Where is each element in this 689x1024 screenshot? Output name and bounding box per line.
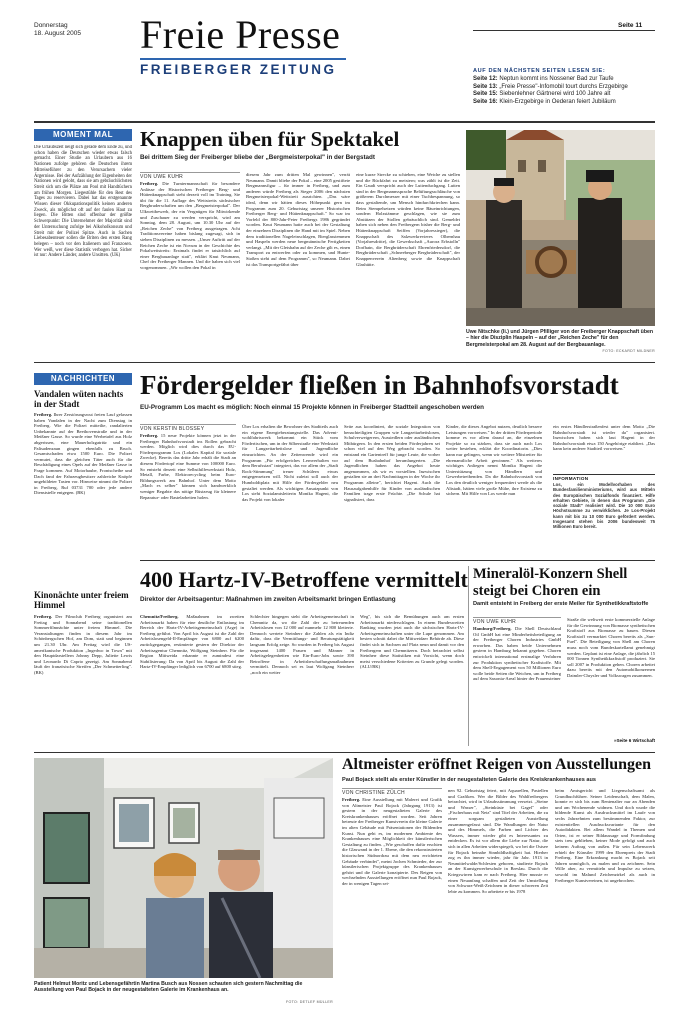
- shell-title: Mineralöl-Konzern Shell steigt bei Choren ein: [473, 566, 628, 599]
- preview-item-page: Seite 16:: [473, 98, 498, 105]
- second-title: Fördergelder fließen in Bahnhofsvorstadt: [140, 370, 619, 400]
- preview-item-text: Neptun kommt ins Nossener Bad zur Taufe: [499, 76, 614, 82]
- shell-subtitle: Damit entsteht in Freiberg der erste Meiler für Synthetikkraftstoffe: [473, 601, 649, 607]
- preview-item-text: „Freie Presse"-Infomobil tourt durchs Erzgebirge: [499, 83, 628, 90]
- page-number: Seite 11: [618, 22, 643, 29]
- ausstellung-col-2: nen 92. Geburtstag feiert, mit Aquarellen, Pastellen und Grafiken. Wer die Bilder des Wahlfreibergers betrachtet, wird in Urlaubsstimmung versetzt. „Steine und Wasser", „Steinküste bei Gagel" oder „Fischerhaus mit Netz" sind Titel der Arbeiten, die zu einer sorgsam gestalteten Ausstellung zusammengefasst sind. Die Wandlungen der Natur und des Himmels, die Farben und Lichter des Wassers, immer wieder gibt es Interessantes zu entdecken. Es ist vor allem die Liebe zur Natur, die sich in allen Arbeiten widerspiegelt, wo bei die Ostsee für Bojack beinahe Sinnbildhaftigkeit hat. Hierher zog es ihn immer wieder, jahr für Jahr. 1913 in Neumittelwalde/Schlesien geboren, studierte Bojack an der Kunstgewerbeschule in Breslau. Durch die Kriegswirren kam er nach Freiberg. Hier musste er einen Neuanfang schaffen und Zeit der Umstellung von Schwarz-Weiß-Zeichnen in dieser schweren Zeit lebte zu kommen. So arbeitete er bis 1978: [448, 788, 548, 894]
- section-rule-3: [34, 752, 655, 753]
- photo-gallery-image: [34, 758, 333, 978]
- lead-col-1: [140, 181, 240, 353]
- second-col-5: ein erstes Händlerstraßenfest unter dem Motto „Die Bahnhofsvorstadt ist wieder da" organisiert. Inzwischen haben sich laut Hageni in der Bahnhofsvorstadt etwa 150 Angehörige etabliert. „Das kann kein anderer Stadtteil vorweisen.": [553, 424, 655, 452]
- hartz-title: 400 Hartz-IV-Betroffene vermittelt: [140, 567, 468, 592]
- hartz-dateline: Chemnitz/Freiberg.: [140, 614, 179, 619]
- ausstellung-dateline: Freiberg.: [342, 797, 361, 802]
- preview-box: [473, 68, 655, 106]
- hartz-subtitle: Direktor der Arbeitsagentur: Maßnahmen im zweiten Arbeitsmarkt bringen Entlastung: [140, 596, 396, 603]
- preview-item[interactable]: [473, 76, 655, 84]
- header-date: [34, 22, 81, 38]
- preview-item-page: Seite 13:: [473, 83, 498, 90]
- hartz-col-2: Schlechter hingegen steht die Arbeitsgemeinschaft in Chemnitz da, wo die Zahl der zu betreuenden Arbeitslosen von 12 000 auf nunmehr 12 800 kletterte. Dennoch wertete Steinherr die Zahlen als ein Indiz dafür, dass die Vermittlungs- und Beratungstätigkeit langsam Erfolg zeige. So wurden in Freiberg bis August insgesamt 1400 Frauen und Männer in Arbeitsgelegenheiten wie Ein-Euro-Jobs sowie 390 Betroffene in Arbeitsbeschaffungsmaßnahmen vermittelt. Dennoch sei es laut Wolfgang Steinherr „noch ein weiter: [250, 614, 354, 675]
- lead-byline: VON UWE KUHR: [140, 172, 240, 180]
- ausstellung-title: Altmeister eröffnet Reigen von Ausstellungen: [342, 756, 651, 773]
- preview-item[interactable]: [473, 99, 655, 107]
- shell-divider: [468, 566, 469, 746]
- lead-credit: FOTO: ECKARDT MILDNER: [602, 349, 655, 353]
- ausstellung-byline: VON CHRISTINE ZÜLCH: [342, 788, 442, 796]
- preview-item-text: Siebenlehner Gärtnerei wird 100 Jahre alt: [499, 91, 611, 98]
- gallery-caption: Patient Helmut Moritz und Lebensgefährtin Martina Busch aus Nossen schauten sich gestern Nachmittag die Ausstellung von Paul Bojack in der neugestalteten Galerie im Krankenhaus an.: [34, 981, 303, 994]
- moment-mal-label: MOMENT MAL: [34, 129, 132, 141]
- second-dateline: Freiberg.: [140, 433, 159, 438]
- preview-item-page: Seite 15:: [473, 91, 498, 98]
- masthead: Freie Presse: [140, 12, 341, 57]
- preview-item[interactable]: [473, 91, 655, 99]
- second-info-text: Los, ein Modellvorhaben des Bundesfamilienministeriums, wird aus Mitteln des Europäischen Sozialfonds finanziert. Hilfe erhalten Gebiete, in denen das Programm „Die soziale Stadt" realisiert wird. Die 10 000 Euro Höchstsumme zu verwirklichen. Je Los-Projekt kann mit bis zu 10 000 Euro gefördert werden. Insgesamt stehen bis 2006 bundesweit 75 Millionen Euro bereit.: [553, 482, 655, 530]
- header-day: Donnerstag: [34, 22, 68, 29]
- news-1-body: Ihrer Zerstörungswut freien Lauf gelassen haben Vandalen in der Nacht zum Dienstag in Freiberg. Wie die Polizei mitteilte, randalierten Unbekannte auf der Beethovenstraße und in der Meißner Gasse. So wurde eine Werbetafel aus Holz abgerissen, eine Mauerholzgatrtür und ein Palisadenzaun gingen ebenfalls zu Bruch. Gesamtschaden etwa 1500 Euro. Die Polizei vermutet, dass die gleichen Täter auch für die Beschädigung eines Opels auf der Meißner Gasse in Frage kommen. Auf Motorhaube, Frontscheibe und Dach fand der Fahrzeugbesitzer zahlreiche Knöpfe ungebildeter Tasten vor. Hinweise nimmt die Polizei in Freiberg, Ruf 03731 700 oder jede andere Dienststelle entgegen. (BK): [34, 412, 132, 496]
- news-1-dateline: Freiberg.: [34, 412, 53, 417]
- lead-title: Knappen üben für Spektakel: [140, 127, 400, 151]
- header-date-value: 18. August 2005: [34, 30, 81, 37]
- news-2-text: [34, 614, 132, 744]
- hartz-col-1: [140, 614, 244, 744]
- news-1-title: Vandalen wüten nachts in der Stadt: [34, 389, 124, 409]
- shell-byline: VON UWE KUHR: [473, 617, 561, 625]
- hartz-col-3: Weg", bis sich die Bemühungen auch am ersten Arbeitsmarkt niederschlagen. In einem Bundesweiten Ranking wurden jetzt auch die sächsischen Hartz-IV-Arbeitsgemeinschaften unter die Lupe genommen. Am besten schnitt dabei die Mittweidaer Behörde ab. Diese findet sich in Sachsen auf Platz neun und damit vor den Freibergern und Chemnitzern. Doch betrachtet selbst Steinherr diese Statistiken mit Vorsicht, wenn doch meist verschiedene Kriterien zu Grunde gelegt worden. (ALU/BK): [360, 614, 464, 670]
- lead-subtitle: Bei drittem Sieg der Freiberger bliebe der „Bergmeisterpokal" in der Bergstadt: [140, 154, 375, 161]
- shell-dateline: Hamburg/Freiberg.: [473, 626, 512, 631]
- preview-list: [473, 76, 655, 106]
- section-rule-1: [34, 362, 655, 363]
- gallery-credit: FOTO: DETLEF MÜLLER: [286, 1000, 333, 1004]
- ausstellung-col-1-text: Eine Ausstellung mit Malerei und Grafik von Altmeister Paul Bojack (Jahrgang 1913) ist gestern in der neugestalteten Galerie des Kreiskrankenhauses eröffnet worden. Seit Jahren betreute der Freiberger Kunstverein die kleine Galerie im alten Gebäude mit Präsentationen der Bildenden Kunst. Nun geht es, im modernen Ambiente des Krankenhauses eine Möglichkeit der künstlerischen Gestaltung zu finden. „Wie geschaffen dafür erschien die Glaswand in der 1. Ebene, die den rekonstruierten historischen Südnordrau mit dem neu errichteten Gebäude verbindet", meint Jochen Schmieder, der zur künstlerischen Projektgruppe des Krankenhauses gehört und die Galerie konzipierte. Des Reigen von wechselnden Ausstellungen eröffnet nun Paul Bojack, der in wenigen Tagen sei-: [342, 797, 442, 886]
- header-bottom-rule: [34, 121, 655, 123]
- masthead-subtitle: FREIBERGER ZEITUNG: [140, 62, 337, 77]
- shell-more-link[interactable]: »Seite 6 Wirtschaft: [613, 738, 655, 743]
- lead-caption: Uwe Nitschke (li.) und Jürgen Pfilliger von der Freiberger Knappschaft üben – hier die Disziplin Haspeln – auf der „Reichen Zeche" für den Bergmeisterpokal am 28. August auf der Bergbauanlage.: [466, 329, 654, 348]
- lead-col-3: eine kurze Strecke zu schieben, eine Weiche zu stellen und die Rückfahrt zu meistern; was zählt ist die Zeit. Ein Gaudi verspricht auch der Luttenduchgang. Lutten sind in der Bergmannssprache Belüftungsschläuche von größerem Durchmesser mit einer Tuchbespannung, so dass gestaltende, um Mensch hindurchkriechen kann. Beim Stempelsetzen würden keine Bäueinrichtungen, sondern Holzstämme geschlagen, wie sie zum Abstützen der Stollen gebräuchlich sind. Gemeldet haben sich neben den Freibergern bisher die Berg- und Hüttenknappschaft Seiffen (Vorjahressieger), die Knappschaft des Salzwerkrevieres Olbernhau (Vorjahresdritte), die Gewerkschaft „Aurora Erbstolln" Dorfhain, die Bergbrüderschaft Ehrenfriedersdorf, die Bergbrüderschaft „Schneeberger Bergbrüderschaft", der Knappenverein Altenberg sowie die Knappschaft Glashütte.: [356, 172, 460, 267]
- moment-mal-text: Die Urlaubszeit neigt sich gerade dem Ende zu, und schon haben die Deutschen wieder etwas falsch gemacht. Einer Studie an Urlaubern aus 16 Nationen zufolge gehören die Deutschen ihrem Mitreiseführer zu den Verursachern vieler Ärgernisse. Bei der Aufzählung der Eigenheiten der Nationen wird gelobt, dass sie am gebräuchlichsten Streit sich um die Plätze am Pool mit Handtüchern am frühen Morgen. Liegestühle für den Rest des Tages zu reservieren. Dabei hat das erstgenannte Wissen dieser Okkupationspolitik keinen anderen Zweck, als möglichst oft auf der faulen Haut zu liegen. Die Bitten sind offenbar der größte Schwerpunkt: Die Unternehmer der Majorität sind der Untersuchung zufolge bei Alkoholkonsum und Streit mit der Polizei Spitze. Auch in Sachen Liebesabenteuer sollen die Briten den ersten Rang belegen – noch vor den Italienern und Franzosen. Wer weiß, wer diese Statistik verbogen hat. Sicher ist nur: Andere Länder, andere Unsitten. (UK): [34, 145, 132, 259]
- second-col-4: Kinder, die dieses Angebot nutzen, deutlich bessere Leistungen vorweisen." In der dritten Förderperiode komme es vor allem darauf an, die einzelnen Projekte so zu stärken, dass sie auch nach Los weiter bestehen, erklärt die Koordinatorin. „Dies kann nur gelingen, wenn wir weitere Mitstreiter für ehrenamtliche Arbeit gewinnen." Als weiteres wichtiges Anliegen nennt Monika Hageni die Unterstützung von Händlern und Gewerbetreibenden. Da die Bahnhofsvorstadt von Los den deutlich weniger frequentiert werde als die Altstadt, hätten viele große Mühe, ihre Existenz zu sichern. Mit Hilfe von Los werde nun: [446, 424, 542, 497]
- second-col-2: Über Los erhalten die Bewohner des Stadtteils auch ein eigene Energieberatungsstelle. Das Advent-wohlfahrtswerk bekommt ein Stück vom Fördertischen, um in der Silberstraße eine Werkstatt für Langzeitarbeitslose und Jugendliche einzurichten. An der Zeitenwende wird ein Programm „Für erfolgreiches Lernverhalten vor dem Berufsstart" integriert, das vor allem der „Stadt Rock-Stimmung" treuer Schülern etwas entgegensetzen will. Nicht zuletzt soll auch der Humboldtplatz mit Hilfe der Fördergelder neu gestaltet werden. Als wichtigen Ansatzpunkt von Los sieht Sozialamtsleiterin Monika Hageni, die das Projekt von lokaler: [242, 424, 338, 502]
- nachrichten-label: NACHRICHTEN: [34, 373, 132, 385]
- news-2-body: Der Filmclub Freiberg organisiert am Freitag und Sonnabend seine traditionellen Sommerfilmnächte unter freiem Himmel. Die Veranstaltungen finden in diesem Jahr im Schönbergschen Hof, am Dom, statt und beginnen um 21.30 Uhr. Am Freitag wird die US-amerikanische Produktion „Ingedwo in Town" mit den Hauptdarstellern Johnny Depp, Juliette Lewis und Leonardo Di Caprio gezeigt. Am Sonnabend läuft der französische Streifen „Der Schmetterling". (BK): [34, 614, 132, 675]
- second-col-3: Seite aus koordiniert, die soziale Integration von benachteiligten Gruppen wie Langzeitarbeitslosen, Schulverweigerern, Aussiedlern oder ausländischen Mitbürgern. In den ersten beiden Förderjahren sei schon viel auf den Weg gebracht worden. So entstand ein Gartentreff für junge Leute, die vorher auf dem Busbahnhof herumlungerten. „Die Jugendlichen haben das Angebot heute angenommen, als wir es vorstellten. Inzwischen gestalten sie an drei Nachmittagen in der Woche ihr Programm alleine", berichtet Hageni. Auch die Hausaufgabenhilfe für Kinder von ausländischen Familien trage erste Früchte. „Die Schule hat signalisiert, dass: [344, 424, 440, 502]
- preview-title: AUF DEN NÄCHSTEN SEITEN LESEN SIE:: [473, 68, 606, 74]
- section-rule-2: [140, 560, 655, 561]
- ausstellung-subtitle: Paul Bojack stellt als erster Künstler in der neugestalteten Galerie des Kreiskrankenhauses aus: [342, 777, 596, 783]
- second-col-1-text: 15 neue Projekte können jetzt in der Freiberger Bahnhofsvorstadt ins Rollen gebracht werden. Möglich wird dies durch das EU-Förderprogramm Los (Lokales Kapital für soziale Zwecke). Bereits das dritte Jahr erhält die Stadt an diesem Fördertopf eine Summe von 100000 Euro. So entsteht derzeit eine Selbsthilfewerkstatt Holz, Metall, Farbe, Elektrorecycling beim Euro-Bildungswerk am Bahnhof. Unter dem Motto „Mach es selber" können sich handwerklich weniger Begabte das nötige Rüstzeug für kleinere Reparatur- oder Bastelarbeiten holen.: [140, 433, 236, 500]
- second-byline: VON KERSTIN BLOSSEY: [140, 424, 236, 432]
- preview-item[interactable]: [473, 84, 655, 92]
- news-1-text: [34, 412, 132, 582]
- shell-col-2: Straße die weltweit erste kommerzielle Anlage für die Gewinnung von Biomasse synthetischen Kraftstoff aus Biomasse zu bauen. Diesen Kraftstoff vermarktet Choren bereits als „Sun-Fuel". Die Beteiligung von Shell am Choren muss noch vom Bundeskartellamt genehmigt werden. Geplant ist eine Anlage, die jährlich 15 000 Tonnen Synthetikkraftstoff produziert. Sie soll 2007 in Produktion gehen. Choren arbeitet dazu bereits mit den Automobilkonzernen Daimler-Chrysler und Volkswagen zusammen.: [567, 617, 655, 678]
- second-col-1: [140, 433, 236, 555]
- shell-col-1-text: Die Shell Deutschland Oil GmbH hat eine Minderheitsbeteiligung an der Freiberger Choren Industries GmbH erworben. Das haben beide Unternehmen gestern in Hamburg bekannt gegeben. Choren entwickelt international erstmalige Verfahren zur Produktion synthetischer Kraftstoffe. Mit dem Shell-Engagement von 50 Millionen Euro wolle beide Seiten die Weichen, um in Freiberg auf dem Saxonia-Areal hinter der Frauensteiner: [473, 626, 561, 682]
- second-subtitle: EU-Programm Los macht es möglich: Noch einmal 15 Projekte können in Freiberger Stadtteil angeschoben werden: [140, 404, 484, 411]
- preview-rule: [473, 30, 655, 31]
- photo-knappen: [466, 130, 655, 326]
- lead-col-2: diesem Jahr zum dritten Mal gewinnen", verrät Neumann. Damit bliebe der Pokal – eine 2005 gestiftete Bergmannsfigur – für immer in Freiberg, und zum anderen würde Freiberg als Sieger 2006 den nächsten Bergmeisterpokal-Wettstreit ausrichten. „Das wäre ideal, denn wir hätten dieses Höhepunkt gern im Programm zum 20. Geburtstag unserer Historischen Freiberger Berg- und Hüttenknappschaft." So war im Vorfeld der 800-Jahr-Feier Freibergs 1986 gegründet worden. Knut Neumann hatte auch bei der Gestaltung der einzelnen Disziplinen die Hand mit im Spiel. Neben dem traditionellen Nageleinschlagen, Bierglasstemmen und Haspeln werden neue bergmännische Fertigkeiten verlangt. „Mit der Gleisbahn auf der Zeche gilt es, einen Transport zu entwerfen oder zu kommen, und Hunte-Stoßen steht auf dem Programm", so Neumann. Dabei ist das Transportgefährt über: [246, 172, 350, 267]
- lead-col-1-text: Die Turniermannschaft für besondere Anlässe der Historischen Freiberger Berg- und Hüttenknappschaft steht derzeit voll im Training. Sie übt für die 11. Auflage des Wettstreits sächsischer Bergbruderschaften um den „Bergmeisterpokal". Der Ulkwettbewerb, der ein Vergnügen für Mitwirkende und Zuschauer zu werden verspricht, wird am Sonntag, dem 28. August, um 10.30 Uhr auf der „Reichen Zeche" von Freiberg ausgetragen. Acht Traditionsvereine haben bislang zugesagt, sich in sieben Disziplinen zu messen. „Unser Auftritt auf der Reichen Zeche ist ein Novum in der Geschichte des Pokalwettstreits: Erstmals findet er tatsächlich auf einer Bergbauanlage statt", erklärt Knut Neumann, Chef der Freiberger Mannen. Und die haben sich viel vorgenommen. „Wir wollen den Pokal in: [140, 181, 240, 270]
- news-2-dateline: Freiberg.: [34, 614, 53, 619]
- ausstellung-col-3: beim Amtsgericht und Liegenschaftsamt als Grundbuchführer. Seiner Leidenschaft, dem Malen, konnte er sich bis zum Rentenalter nur an Abenden und am Wochenende widmen. Und doch wurde die bildende Kunst als Ausdrucksmittel im Laufe von sechs Jahrzehnten zum bestimmenden Faktor, zur existentiellen Ausdrucksvariante für den Autodidakten. Bei allem Wandel in Themen und Orten, ist er seiner Bildaussage und Formfindung stets treu geblieben, keiner Mode gefolgt und auch keinem Auftrag von außen. Für sein Lebenswerk erhielt der Künstler 1999 den Ehrenpreis der Stadt Freiberg. Eine Erkrankung macht es Bojack seit Jahren unmöglich, zu malen und zu zeichnen. Sein Wille aber, zu vermitteln und Impulse zu setzen, sowohl im Malund Zeichenzirkel als auch in Freiberger Kunstvereinen, ist ungebrochen.: [555, 788, 655, 883]
- second-info-label: INFORMATION: [553, 474, 655, 481]
- photo-gallery: [34, 758, 333, 978]
- preview-item-page: Seite 12:: [473, 76, 498, 82]
- photo-knappen-image: [466, 130, 655, 326]
- hartz-col-1-text: Maßnahmen im zweiten Arbeitsmarkt haben für eine deutliche Entlastung im Bereich der Hartz-IV-Arbeitsgemeinschaft (Arge) in Freiberg geführt. Von April bis August ist die Zahl der Arbeitslosengeld-II-Empfänger von 6800 auf 6200 zurückgegangen, resümierte gestern der Direktor der Arbeitsagentur Chemnitz, Wolfgang Steinherr. Für die Region Mittweida erkannte er zumindest eine Stabilisierung: Da von April bis August die Zahl der Hartz-IV-Empfänger lediglich von 6700 auf 6800 stieg.: [140, 614, 244, 670]
- shell-col-1: [473, 626, 561, 744]
- preview-item-text: Klein-Erzgebirge in Oederan feiert Jubiläum: [499, 98, 616, 105]
- news-2-title: Kinonächte unter freiem Himmel: [34, 590, 129, 610]
- masthead-rule: [140, 58, 346, 60]
- ausstellung-col-1: [342, 797, 442, 1009]
- lead-dateline: Freiberg.: [140, 181, 159, 186]
